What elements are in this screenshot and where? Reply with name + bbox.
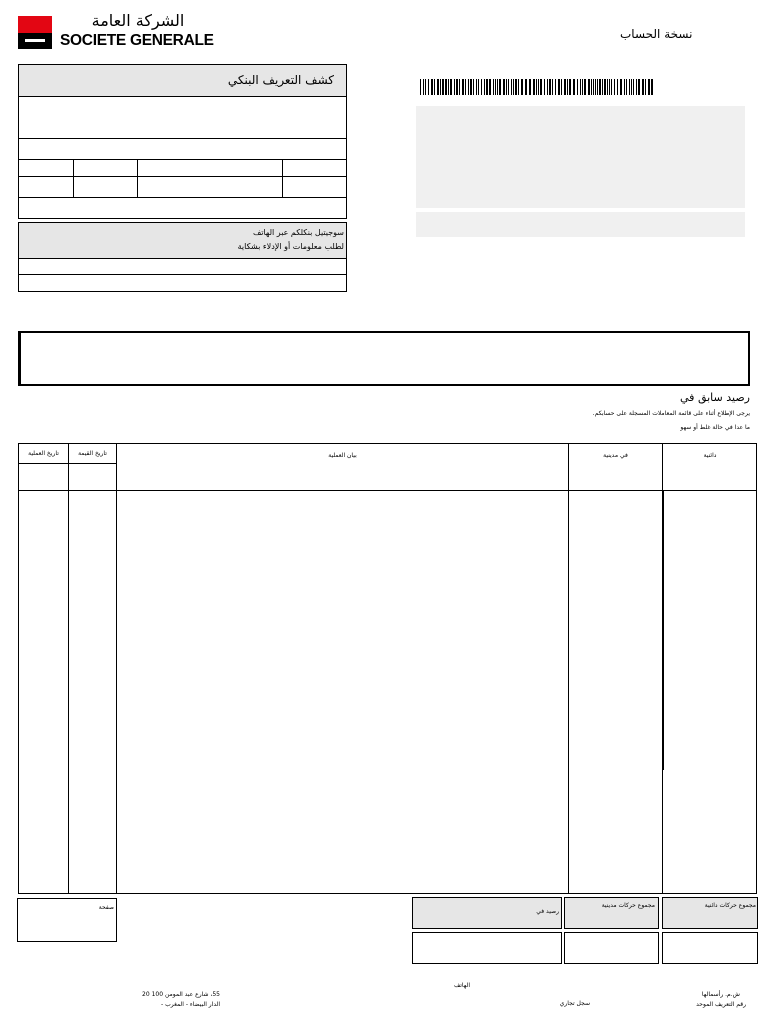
rib-divider [18, 96, 347, 97]
footer-capital-label: ش.م. رأسمالها [701, 991, 740, 998]
header-credit: دائنية [703, 452, 717, 459]
account-info-box [18, 331, 750, 386]
address-block-footer [416, 212, 745, 237]
total-debit-label: مجموع حركات مدينية [601, 902, 655, 909]
rib-divider [18, 176, 347, 177]
rib-title: كشف التعريف البنكي [227, 73, 334, 87]
table-header-bottom [18, 490, 757, 491]
header-operation-date: تاريخ العملية [28, 450, 59, 457]
footer-id-label: رقم التعريف الموحد [696, 1001, 746, 1008]
rib-divider [18, 159, 347, 160]
footer-phone-label: الهاتف [454, 982, 470, 989]
logo-black-square [18, 33, 52, 49]
header-description: بيان العملية [328, 452, 357, 459]
contact-line-1: سوجيتيل بنكلكم عبر الهاتف [252, 228, 344, 237]
table-column-divider [116, 443, 117, 894]
header-value-date: تاريخ القيمة [78, 450, 107, 457]
bank-name-arabic: الشركة العامة [91, 11, 185, 30]
barcode [420, 79, 655, 95]
total-credit-label: مجموع حركات دائنية [704, 902, 756, 909]
balance-value-box [412, 932, 562, 964]
previous-balance-label: رصيد سابق في [680, 391, 750, 404]
notice-line-2: ما عدا في حالة غلط أو سهو [680, 424, 750, 431]
rib-divider [18, 197, 347, 198]
rib-cell-divider [137, 159, 138, 197]
bank-name-french: SOCIETE GENERALE [60, 32, 214, 49]
footer-address-line-1: 55، شارع عبد المومن 100 20 [142, 991, 220, 998]
transactions-table [18, 443, 757, 894]
page-label: صفحة [98, 904, 114, 911]
table-column-divider [68, 443, 69, 894]
contact-divider [18, 258, 347, 259]
table-subheader-divider [18, 463, 116, 464]
bank-logo [18, 16, 52, 49]
table-column-divider [568, 443, 569, 894]
logo-red-square [18, 16, 52, 33]
contact-divider [18, 274, 347, 275]
rib-cell-divider [282, 159, 283, 197]
footer-registry-label: سجل تجاري [559, 1000, 590, 1007]
balance-in-label: رصيد في [536, 908, 559, 915]
total-debit-value-box [564, 932, 659, 964]
address-block [416, 106, 745, 208]
rib-divider [18, 138, 347, 139]
notice-line-1: يرجى الإطلاع أثناء على قائمة المعاملات المسجلة على حسابكم. [592, 410, 750, 417]
contact-line-2: لطلب معلومات أو الإدلاء بشكاية [237, 242, 344, 251]
footer-address-line-2: الدار البيضاء - المغرب - [161, 1001, 220, 1008]
account-copy-label: نسخة الحساب [620, 27, 693, 41]
rib-cell-divider [73, 159, 74, 197]
header-debit: في مدينية [603, 452, 628, 459]
total-credit-value-box [662, 932, 758, 964]
table-column-divider [663, 490, 664, 770]
